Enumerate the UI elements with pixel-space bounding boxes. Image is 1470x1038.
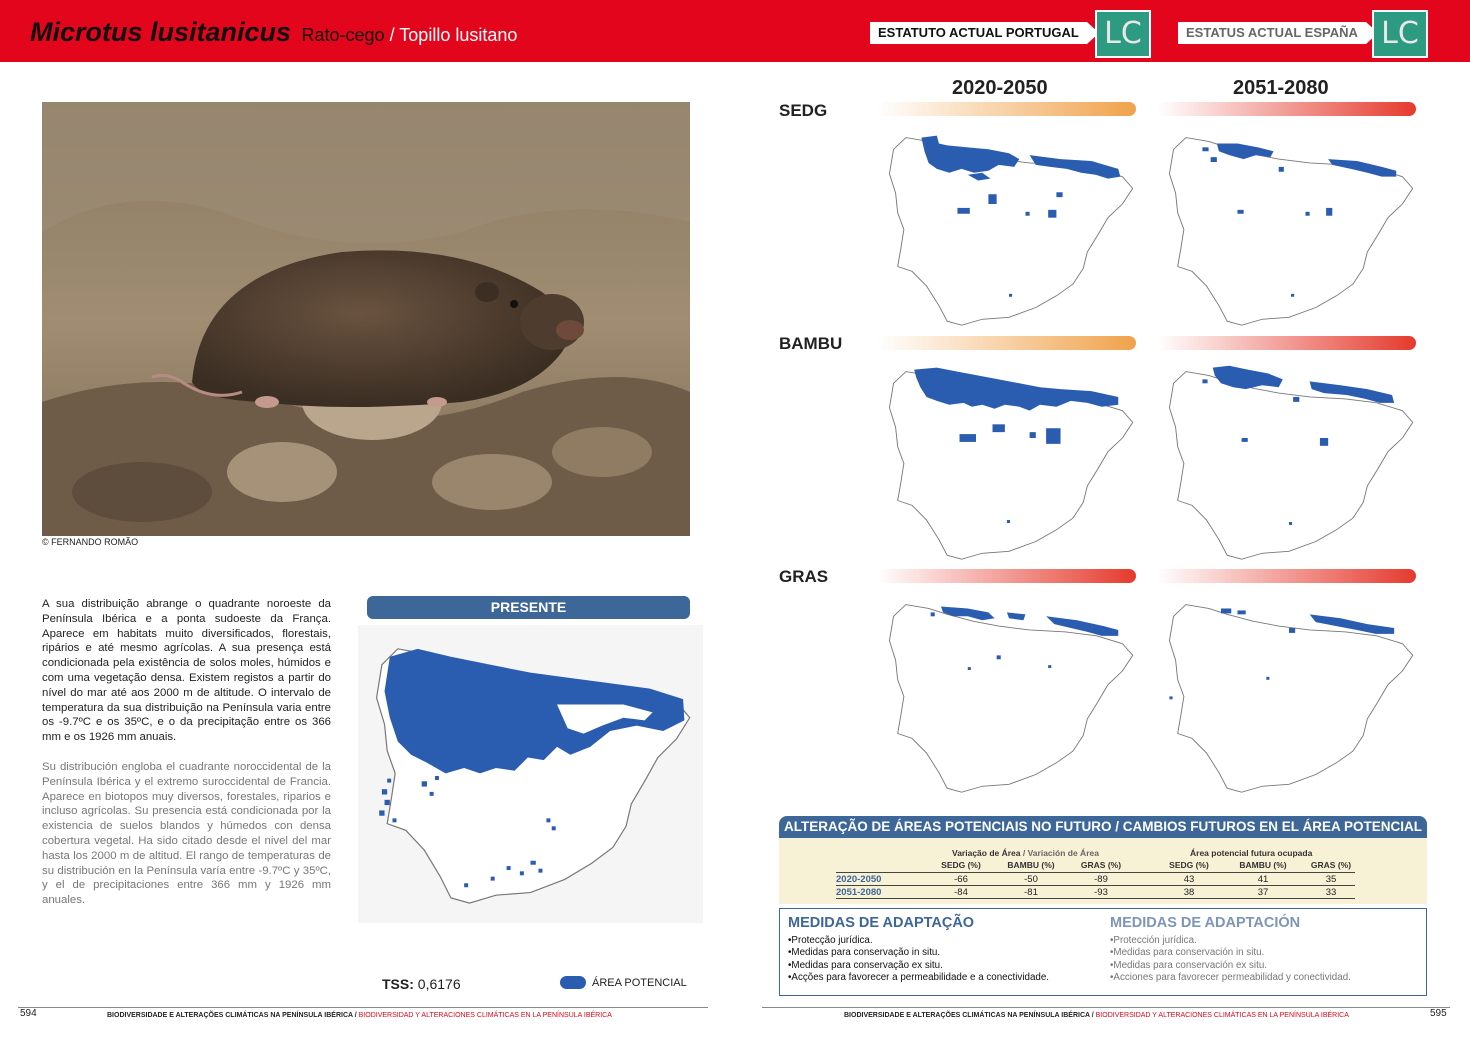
map-sedg-2020-2050 (875, 120, 1143, 330)
map-legend (560, 976, 687, 989)
table-row-label: 2051-2080 (836, 887, 882, 898)
table-row-label: 2020-2050 (836, 874, 882, 885)
table-group-future-area: Área potencial futura ocupada (1190, 848, 1313, 858)
footer-title-left (107, 1012, 612, 1019)
map-bambu-2051-2080 (1155, 354, 1423, 564)
footer-title-right (844, 1012, 1349, 1019)
footer-rule-right (762, 1007, 1450, 1008)
period-2020-2050: 2020-2050 (952, 77, 1048, 99)
footer-title-pt: BIODIVERSIDADE E ALTERAÇÕES CLIMÁTICAS NA PENÍNSULA IBÉRICA (107, 1012, 353, 1019)
table-cell: -84 (954, 887, 968, 898)
measure-item: •Medidas para conservación in situ. (1110, 947, 1265, 959)
period-2051-2080: 2051-2080 (1233, 77, 1329, 99)
table-rule (836, 872, 1355, 873)
tss-label: TSS: (382, 976, 414, 992)
present-map (358, 625, 703, 923)
change-table (779, 838, 1427, 904)
gradient-bar-sedg-2051 (1157, 102, 1416, 116)
legend-label: ÁREA POTENCIAL (592, 976, 687, 989)
gradient-bar-sedg-2020 (877, 102, 1136, 116)
table-cell: 35 (1325, 874, 1337, 885)
measure-item: •Medidas para conservación ex situ. (1110, 959, 1267, 971)
measure-item: •Protección jurídica. (1110, 935, 1197, 946)
table-cell: -66 (954, 874, 968, 885)
measure-item: •Medidas para conservação ex situ. (788, 959, 943, 971)
table-cell: 33 (1325, 887, 1337, 898)
page-number-left: 594 (20, 1008, 37, 1019)
table-cell: 41 (1257, 874, 1269, 885)
table-col-header: GRAS (%) (1080, 860, 1122, 870)
measure-item: •Acciones para favorecer permeabilidad y conectividad. (1110, 972, 1351, 984)
legend-swatch (560, 976, 586, 989)
species-photo (42, 102, 690, 536)
change-table-title: ALTERAÇÃO DE ÁREAS POTENCIAIS NO FUTURO / CAMBIOS FUTUROS EN EL ÁREA POTENCIAL (779, 816, 1427, 838)
measures-es (1110, 915, 1351, 985)
tss-value: 0,6176 (417, 976, 461, 992)
table-col-header: SEDG (%) (1169, 860, 1209, 870)
table-group-variation-sep: / (1020, 848, 1028, 858)
table-cell: 43 (1183, 874, 1195, 885)
table-cell: 38 (1183, 887, 1195, 898)
gradient-bar-gras-2051 (1157, 569, 1416, 583)
table-rule (836, 898, 1355, 899)
table-cell: -93 (1094, 887, 1108, 898)
present-title: PRESENTE (367, 596, 690, 619)
status-pt-badge: LC (1095, 10, 1151, 58)
status-pt-label: ESTATUTO ACTUAL PORTUGAL (870, 22, 1087, 44)
row-label-gras: GRAS (779, 567, 829, 586)
table-col-header: BAMBU (%) (1007, 860, 1055, 870)
map-sedg-2051-2080 (1155, 120, 1423, 330)
gradient-bar-bambu-2051 (1157, 336, 1416, 350)
row-label-bambu: BAMBU (779, 334, 843, 353)
measure-item: •Medidas para conservação in situ. (788, 947, 941, 959)
table-group-variation (952, 848, 1099, 858)
adaptation-measures (779, 908, 1427, 996)
row-label-sedg: SEDG (779, 101, 828, 120)
measures-es-title: MEDIDAS DE ADAPTACIÓN (1110, 915, 1301, 931)
footer-title-pt: BIODIVERSIDADE E ALTERAÇÕES CLIMÁTICAS NA PENÍNSULA IBÉRICA (844, 1012, 1090, 1019)
map-bambu-2020-2050 (875, 354, 1143, 564)
common-name-es: Topillo lusitano (399, 25, 518, 45)
gradient-bar-bambu-2020 (877, 336, 1136, 350)
header-bar (0, 0, 1470, 62)
species-title (30, 17, 517, 48)
status-es-label: ESTATUS ACTUAL ESPAÑA (1178, 22, 1366, 44)
table-col-header: SEDG (%) (941, 860, 981, 870)
scientific-name: Microtus lusitanicus (30, 17, 292, 47)
footer-title-es: BIODIVERSIDAD Y ALTERACIONES CLIMÁTICAS EN LA PENÍNSULA IBÉRICA (358, 1012, 612, 1019)
page-number-right: 595 (1430, 1008, 1447, 1019)
map-gras-2051-2080 (1155, 587, 1423, 797)
table-group-variation-es: Variación de Área (1027, 848, 1099, 858)
table-group-variation-pt: Variação de Área (952, 848, 1021, 858)
tss-score (382, 976, 461, 992)
table-col-header: GRAS (%) (1310, 860, 1352, 870)
table-cell: -81 (1024, 887, 1038, 898)
table-rule (836, 885, 1355, 886)
measures-pt-title: MEDIDAS DE ADAPTAÇÃO (788, 915, 975, 931)
common-name-separator: / (389, 25, 395, 45)
footer-title-sep: / (352, 1012, 359, 1019)
table-col-header: BAMBU (%) (1239, 860, 1287, 870)
status-es-badge: LC (1372, 10, 1428, 58)
measure-item: •Protecção jurídica. (788, 935, 873, 946)
table-cell: -50 (1024, 874, 1038, 885)
footer-rule-left (18, 1007, 708, 1008)
common-names (302, 25, 518, 45)
footer-title-sep: / (1089, 1012, 1096, 1019)
common-name-pt: Rato-cego (301, 25, 385, 45)
gradient-bar-gras-2020 (877, 569, 1136, 583)
table-cell: -89 (1094, 874, 1108, 885)
description-es: Su distribución engloba el cuadrante noroccidental de la Península Ibérica y el extremo suroccidental de Francia. Aparece en biotopos muy diversos, forestales, riparios e incluso agrícolas. Su presencia está condicionada por la existencia de suelos blandos y húmedos con densa cobertura vegetal. Ha sido citado desde el nivel del mar hasta los 2000 m de altitud. El rango de temperaturas de su distribución en la Península varía entre -9.7ºC y 35ºC, y el de precipitaciones entre 366 mm y 1926 mm anuales. (42, 761, 331, 907)
photo-credit: © FERNANDO ROMÃO (42, 537, 139, 547)
measure-item: •Acções para favorecer a permeabilidade e a conectividade. (788, 972, 1050, 984)
table-cell: 37 (1257, 887, 1269, 898)
measures-pt (788, 915, 1049, 985)
description-pt: A sua distribuição abrange o quadrante noroeste da Península Ibérica e a ponta sudoeste da França. Aparece em habitats muito diversificados, florestais, ripários e até mesmo agrícolas. A sua presença está condicionada pela existência de solos moles, húmidos e com uma vegetação densa. Existem registos a partir do nível do mar até aos 2000 m de altitude. O intervalo de temperatura da sua distribuição na Península varia entre os -9.7ºC e os 35ºC, e o da precipitação entre os 366 mm e os 1926 mm anuais. (42, 598, 331, 744)
footer-title-es: BIODIVERSIDAD Y ALTERACIONES CLIMÁTICAS EN LA PENÍNSULA IBÉRICA (1095, 1012, 1349, 1019)
map-gras-2020-2050 (875, 587, 1143, 797)
